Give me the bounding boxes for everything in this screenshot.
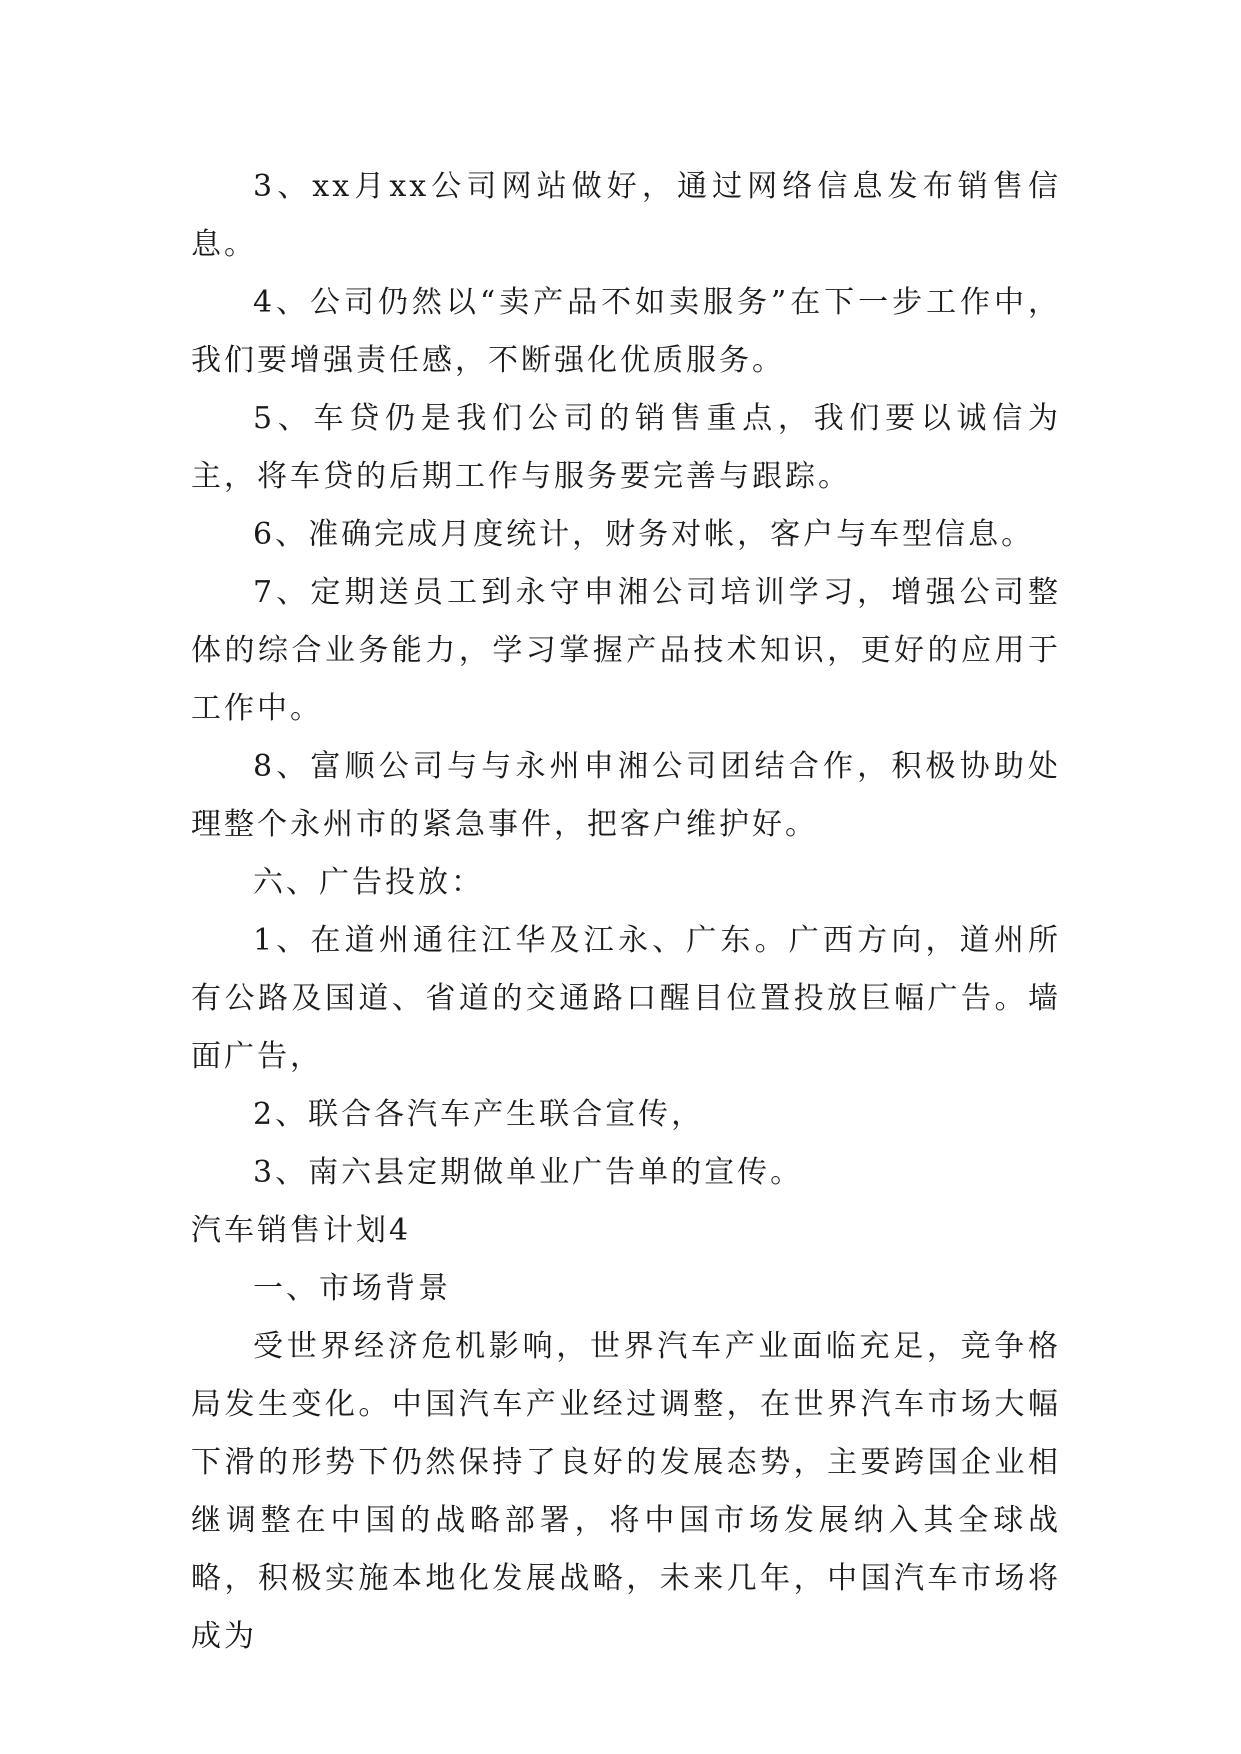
- document-title-plan-4: 汽车销售计划4: [191, 1213, 412, 1248]
- paragraph-item-5-car-loan: 5、车贷仍是我们公司的销售重点，我们要以诚信为主，将车贷的后期工作与服务要完善与跟踪。: [191, 401, 1061, 494]
- paragraph-ad-item-1: 1、在道州通往江华及江永、广东。广西方向，道州所有公路及国道、省道的交通路口醒目位置投放巨幅广告。墙面广告，: [191, 923, 1061, 1074]
- paragraph-item-4-service: 4、公司仍然以“卖产品不如卖服务”在下一步工作中，我们要增强责任感，不断强化优质服务。: [191, 285, 1061, 378]
- paragraph-item-7-training: 7、定期送员工到永守申湘公司培训学习，增强公司整体的综合业务能力，学习掌握产品技术知识，更好的应用于工作中。: [191, 575, 1061, 726]
- paragraph-item-6-statistics: 6、准确完成月度统计，财务对帐，客户与车型信息。: [253, 517, 1035, 552]
- paragraph-market-background: 受世界经济危机影响，世界汽车产业面临充足，竞争格局发生变化。中国汽车产业经过调整，在世界汽车市场大幅下滑的形势下仍然保持了良好的发展态势，主要跨国企业相继调整在中国的战略部署，将中国市场发展纳入其全球战略，积极实施本地化发展战略，未来几年，中国汽车市场将成为: [191, 1329, 1061, 1654]
- paragraph-ad-item-3: 3、南六县定期做单业广告单的宣传。: [253, 1155, 804, 1190]
- paragraph-item-8-cooperation: 8、富顺公司与与永州申湘公司团结合作，积极协助处理整个永州市的紧急事件，把客户维护好。: [191, 749, 1061, 842]
- section-heading-advertising: 六、广告投放：: [253, 865, 484, 900]
- document-body: [191, 158, 1061, 1666]
- section-heading-market-background: 一、市场背景: [253, 1271, 451, 1306]
- paragraph-ad-item-2: 2、联合各汽车产生联合宣传，: [253, 1097, 705, 1132]
- paragraph-item-3-website: 3、xx月xx公司网站做好，通过网络信息发布销售信息。: [191, 169, 1061, 262]
